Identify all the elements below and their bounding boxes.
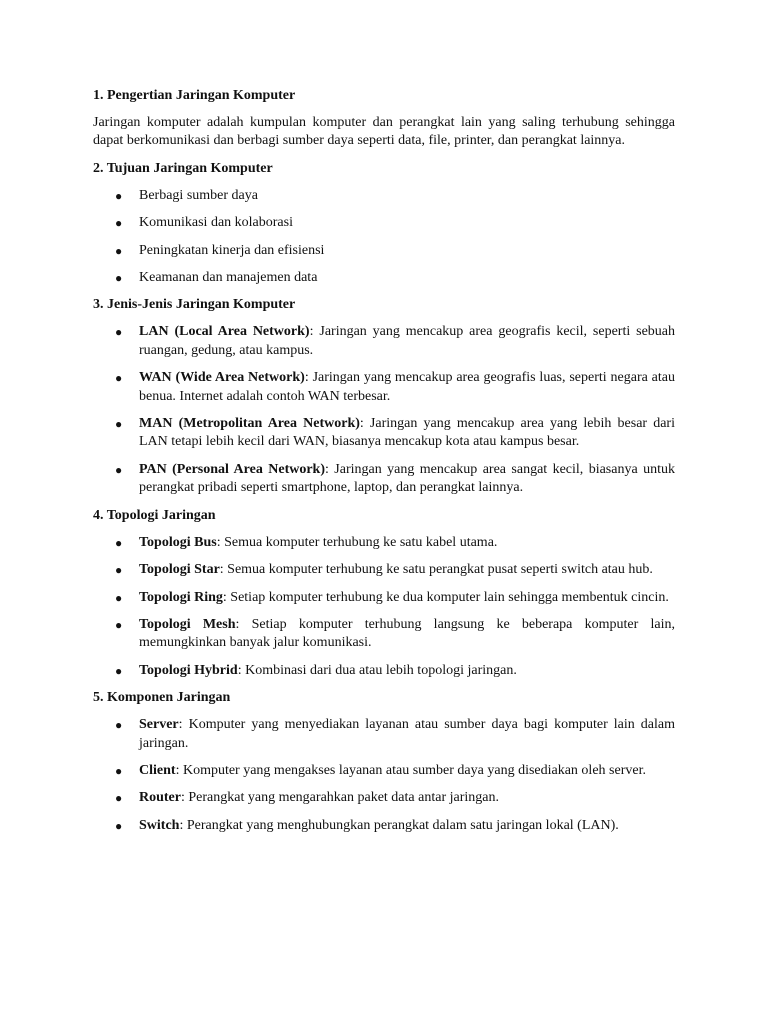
list-item: [93, 817, 675, 835]
item-term: Topologi Mesh: [139, 616, 236, 632]
list-item: [93, 369, 675, 406]
bullet-icon: ●: [115, 371, 123, 386]
bullet-icon: ●: [115, 535, 123, 550]
bullet-icon: ●: [115, 818, 123, 833]
section-heading: 3. Jenis-Jenis Jaringan Komputer: [93, 297, 296, 313]
bullet-list: [93, 187, 675, 288]
bullet-icon: ●: [115, 188, 123, 203]
list-item: [93, 762, 675, 780]
item-text: Komunikasi dan kolaborasi: [139, 215, 293, 231]
item-text: Berbagi sumber daya: [139, 187, 258, 203]
list-item: [93, 269, 675, 287]
item-text: : Komputer yang mengakses layanan atau sumber daya yang disediakan oleh server.: [175, 762, 646, 778]
bullet-icon: ●: [115, 563, 123, 578]
item-text: : Setiap komputer terhubung ke dua komputer lain sehingga membentuk cincin.: [222, 589, 669, 605]
section-heading: 1. Pengertian Jaringan Komputer: [93, 88, 296, 103]
section-paragraph: Jaringan komputer adalah kumpulan komputer dan perangkat lain yang saling terhubung sehingga dapat berkomunikasi dan berbagi sumber daya seperti data, file, printer, dan perangkat lainnya.: [93, 115, 675, 149]
list-item: [93, 789, 675, 807]
bullet-icon: ●: [115, 462, 123, 477]
bullet-icon: ●: [115, 243, 123, 258]
item-text: : Semua komputer terhubung ke satu perangkat pusat seperti switch atau hub.: [219, 562, 653, 578]
bullet-icon: ●: [115, 590, 123, 605]
item-term: Topologi Star: [139, 562, 220, 578]
list-item: [93, 716, 675, 753]
bullet-icon: ●: [115, 763, 123, 778]
item-text: : Kombinasi dari dua atau lebih topologi jaringan.: [237, 662, 517, 678]
item-term: LAN (Local Area Network): [139, 324, 310, 340]
item-text: : Jaringan yang mencakup area geografis kecil, seperti sebuah ruangan, gedung, atau kampus.: [139, 324, 676, 358]
item-term: Topologi Bus: [139, 534, 217, 550]
list-item: [93, 187, 675, 205]
item-text: : Komputer yang menyediakan layanan atau sumber daya bagi komputer lain dalam jaringan.: [139, 717, 675, 751]
item-term: PAN (Personal Area Network): [139, 461, 325, 477]
list-item: [93, 616, 675, 653]
section-heading: 4. Topologi Jaringan: [93, 507, 216, 523]
item-term: Server: [139, 717, 179, 733]
bullet-icon: ●: [115, 325, 123, 340]
list-item: [93, 461, 675, 498]
item-term: Topologi Hybrid: [139, 662, 238, 678]
item-text: : Perangkat yang menghubungkan perangkat dalam satu jaringan lokal (LAN).: [179, 817, 619, 833]
bullet-icon: ●: [115, 718, 123, 733]
list-item: [93, 589, 675, 607]
list-item: [93, 662, 675, 680]
list-item: [93, 242, 675, 260]
item-term: Switch: [139, 817, 180, 833]
item-text: : Jaringan yang mencakup area sangat kecil, biasanya untuk perangkat pribadi seperti smartphone, laptop, dan perangkat lainnya.: [139, 461, 675, 496]
bullet-icon: ●: [115, 663, 123, 678]
list-item: [93, 561, 675, 579]
bullet-icon: ●: [115, 417, 123, 432]
item-term: Router: [139, 790, 181, 806]
bullet-icon: ●: [115, 216, 123, 231]
item-term: Topologi Ring: [139, 589, 223, 605]
document-body: [93, 87, 675, 844]
item-term: Client: [139, 762, 176, 778]
bullet-icon: ●: [115, 791, 123, 806]
item-text: : Jaringan yang mencakup area geografis luas, seperti negara atau benua. Internet adalah contoh WAN terbesar.: [139, 370, 675, 404]
item-text: : Semua komputer terhubung ke satu kabel utama.: [216, 534, 498, 550]
item-text: Peningkatan kinerja dan efisiensi: [139, 242, 325, 258]
item-term: WAN (Wide Area Network): [139, 370, 305, 386]
section-heading: 5. Komponen Jaringan: [93, 690, 231, 706]
bullet-list: [93, 323, 675, 497]
section-heading: 2. Tujuan Jaringan Komputer: [93, 160, 273, 176]
item-text: : Perangkat yang mengarahkan paket data antar jaringan.: [181, 790, 499, 806]
bullet-list: [93, 716, 675, 835]
item-term: MAN (Metropolitan Area Network): [139, 416, 360, 432]
list-item: [93, 415, 675, 452]
bullet-icon: ●: [115, 617, 123, 632]
item-text: : Setiap komputer terhubung langsung ke beberapa komputer lain, memungkinkan banyak jalur komunikasi.: [139, 616, 675, 651]
bullet-icon: ●: [115, 271, 123, 286]
bullet-list: [93, 534, 675, 680]
item-text: Keamanan dan manajemen data: [139, 270, 318, 286]
list-item: [93, 323, 675, 360]
list-item: [93, 214, 675, 232]
item-text: : Jaringan yang mencakup area yang lebih besar dari LAN tetapi lebih kecil dari WAN, biasanya mencakup kota atau kampus besar.: [139, 416, 675, 450]
list-item: [93, 534, 675, 552]
